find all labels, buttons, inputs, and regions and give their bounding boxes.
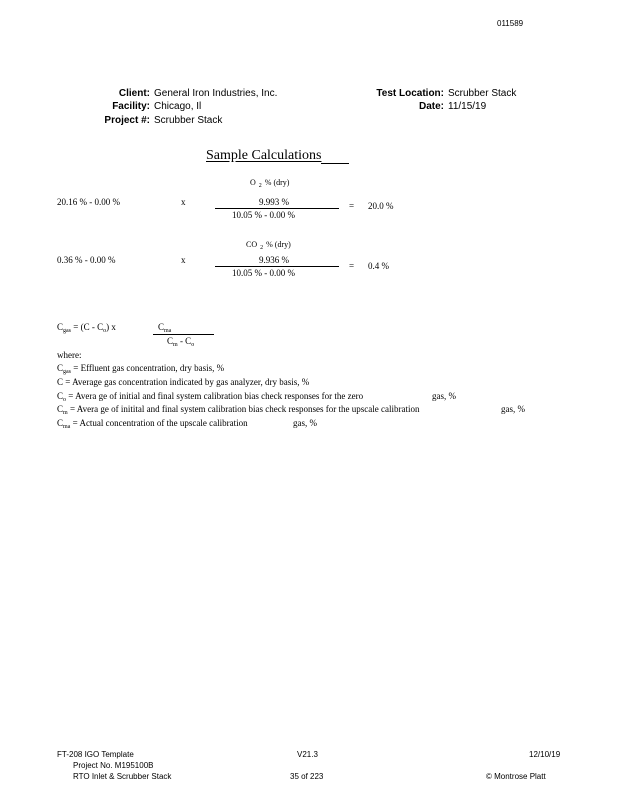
co2-equals: = xyxy=(349,261,355,271)
formula-rhs-b: ) x xyxy=(106,322,116,332)
footer-project-no: Project No. M195100B xyxy=(73,761,154,770)
formula-c-gas: C xyxy=(57,322,64,332)
o2-header-suffix: % (dry) xyxy=(264,178,290,187)
def-c-m-symbol: C xyxy=(57,404,64,414)
formula-rhs-a: = (C - C xyxy=(71,322,104,332)
definition-c-o-tail: gas, % xyxy=(432,391,456,401)
formula-c-gas-sub: gas xyxy=(63,328,72,334)
footer-version: V21.3 xyxy=(297,750,318,759)
o2-left-term: 20.16 % - 0.00 % xyxy=(57,197,120,207)
formula-den-mid: - C xyxy=(177,336,192,346)
test-location-label: Test Location: xyxy=(376,88,444,99)
project-value: Scrubber Stack xyxy=(154,115,223,126)
formula-c-ma: C xyxy=(158,322,165,332)
document-id: 011589 xyxy=(497,19,524,28)
formula-lhs xyxy=(57,322,116,334)
definition-c: C = Average gas concentration indicated by gas analyzer, dry basis, % xyxy=(57,377,310,387)
formula-numerator xyxy=(158,322,171,334)
definition-c-m xyxy=(57,404,419,416)
def-c-m-text: = Avera ge of initital and final system calibration bias check responses for the upscale calibration xyxy=(67,404,420,414)
where-label: where: xyxy=(57,350,82,360)
def-c-gas-text: = Effluent gas concentration, dry basis, % xyxy=(71,363,225,373)
o2-header-symbol: O xyxy=(250,178,256,187)
def-c-gas-sub: gas xyxy=(63,369,72,375)
co2-header-sub: 2 xyxy=(260,245,264,251)
definition-c-ma-tail: gas, % xyxy=(293,418,317,428)
co2-left-term: 0.36 % - 0.00 % xyxy=(57,255,116,265)
o2-fraction-line xyxy=(215,208,339,209)
formula-rhs-a-sub: o xyxy=(103,328,107,334)
co2-header-suffix: % (dry) xyxy=(266,240,291,249)
test-location-value: Scrubber Stack xyxy=(448,88,517,99)
def-c-ma-sub: ma xyxy=(63,424,71,430)
co2-denominator: 10.05 % - 0.00 % xyxy=(232,268,295,278)
co2-times: x xyxy=(181,255,186,265)
o2-numerator: 9.993 % xyxy=(259,197,289,207)
page-title xyxy=(206,146,349,164)
footer-page-number: 35 of 223 xyxy=(290,772,324,781)
co2-fraction-line xyxy=(215,266,339,267)
o2-header-sub: 2 xyxy=(258,183,262,189)
formula-c-ma-sub: ma xyxy=(164,328,172,334)
footer-company: © Montrose Platt xyxy=(486,772,546,781)
formula-c-m-sub: m xyxy=(173,342,178,348)
formula-c-o-sub: o xyxy=(191,342,195,348)
formula-fraction-line xyxy=(153,334,214,335)
footer-date: 12/10/19 xyxy=(529,750,561,759)
formula-denominator xyxy=(167,336,194,348)
page-title-text: Sample Calculations xyxy=(206,148,322,163)
definition-c-ma xyxy=(57,418,248,430)
footer-location: RTO Inlet & Scrubber Stack xyxy=(73,772,172,781)
footer-template: FT-208 IGO Template xyxy=(57,750,134,759)
def-c-ma-symbol: C xyxy=(57,418,64,428)
def-c-o-symbol: C xyxy=(57,391,64,401)
facility-label: Facility: xyxy=(112,101,150,112)
date-value: 11/15/19 xyxy=(448,101,487,112)
co2-column-header xyxy=(246,240,291,251)
co2-header-symbol: CO xyxy=(246,240,258,249)
co2-numerator: 9.936 % xyxy=(259,255,289,265)
def-c-m-sub: m xyxy=(63,410,68,416)
project-label: Project #: xyxy=(104,115,150,126)
facility-value: Chicago, Il xyxy=(154,101,202,112)
o2-column-header xyxy=(250,178,289,189)
o2-times: x xyxy=(181,197,186,207)
title-underline xyxy=(321,151,349,164)
def-c-o-sub: o xyxy=(63,397,67,403)
co2-result: 0.4 % xyxy=(368,261,389,271)
o2-denominator: 10.05 % - 0.00 % xyxy=(232,210,295,220)
definition-c-m-tail: gas, % xyxy=(501,404,525,414)
client-value: General Iron Industries, Inc. xyxy=(154,88,278,99)
definition-c-gas xyxy=(57,363,224,375)
date-label: Date: xyxy=(418,101,444,112)
o2-result: 20.0 % xyxy=(368,201,394,211)
def-c-ma-text: = Actual concentration of the upscale calibration xyxy=(70,418,248,428)
client-label: Client: xyxy=(118,88,150,99)
def-c-o-text: = Avera ge of initial and final system calibration bias check responses for the zero xyxy=(66,391,364,401)
o2-equals: = xyxy=(349,201,355,211)
def-c-gas-symbol: C xyxy=(57,363,64,373)
definition-c-o xyxy=(57,391,363,403)
formula-c-m: C xyxy=(167,336,174,346)
